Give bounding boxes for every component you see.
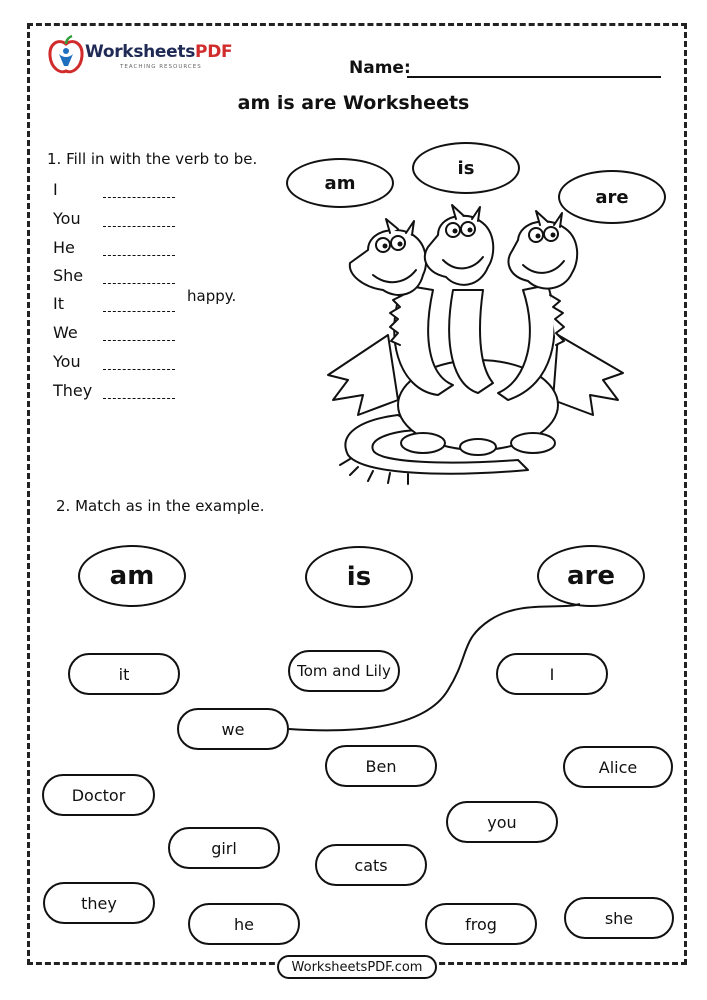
verb-target-are[interactable]: are xyxy=(537,545,645,607)
word-card-you[interactable]: you xyxy=(446,801,558,843)
logo-tagline: TEACHING RESOURCES xyxy=(120,64,202,70)
pronoun-it: It xyxy=(53,294,64,313)
word-card-tom-and-lily[interactable]: Tom and Lily xyxy=(288,650,400,692)
footer-website[interactable]: WorksheetsPDF.com xyxy=(277,955,437,979)
name-label: Name: xyxy=(349,58,411,78)
pronoun-he: He xyxy=(53,238,75,257)
sentence-suffix: happy. xyxy=(187,287,237,305)
word-card-frog[interactable]: frog xyxy=(425,903,537,945)
word-card-they[interactable]: they xyxy=(43,882,155,924)
name-field[interactable] xyxy=(407,76,661,78)
blank-field[interactable] xyxy=(103,369,175,370)
word-card-cats[interactable]: cats xyxy=(315,844,427,886)
pronoun-you: You xyxy=(53,209,81,228)
word-card-girl[interactable]: girl xyxy=(168,827,280,869)
blank-field[interactable] xyxy=(103,226,175,227)
blank-field[interactable] xyxy=(103,311,175,312)
word-card-she[interactable]: she xyxy=(564,897,674,939)
verb-target-am[interactable]: am xyxy=(78,545,186,607)
word-card-i[interactable]: I xyxy=(496,653,608,695)
page-title: am is are Worksheets xyxy=(237,92,470,114)
verb-bubble-are: are xyxy=(558,170,666,224)
exercise1-instruction: 1. Fill in with the verb to be. xyxy=(47,150,258,168)
exercise2-instruction: 2. Match as in the example. xyxy=(56,497,265,515)
pronoun-they: They xyxy=(53,381,93,400)
pronoun-we: We xyxy=(53,323,78,342)
word-card-it[interactable]: it xyxy=(68,653,180,695)
logo-brand-text: Worksheets xyxy=(85,42,196,62)
word-card-doctor[interactable]: Doctor xyxy=(42,774,155,816)
apple-logo-icon xyxy=(48,36,84,76)
blank-field[interactable] xyxy=(103,255,175,256)
word-card-alice[interactable]: Alice xyxy=(563,746,673,788)
blank-field[interactable] xyxy=(103,340,175,341)
worksheetspdf-logo xyxy=(48,36,238,80)
blank-field[interactable] xyxy=(103,398,175,399)
pronoun-i: I xyxy=(53,180,58,199)
blank-field[interactable] xyxy=(103,197,175,198)
word-card-he[interactable]: he xyxy=(188,903,300,945)
pronoun-you: You xyxy=(53,352,81,371)
blank-field[interactable] xyxy=(103,283,175,284)
three-headed-dragon-illustration xyxy=(328,215,628,485)
verb-bubble-am: am xyxy=(286,158,394,208)
verb-bubble-is: is xyxy=(412,142,520,194)
word-card-we[interactable]: we xyxy=(177,708,289,750)
verb-target-is[interactable]: is xyxy=(305,546,413,608)
pronoun-she: She xyxy=(53,266,84,285)
logo-brand-accent: PDF xyxy=(195,42,233,62)
word-card-ben[interactable]: Ben xyxy=(325,745,437,787)
